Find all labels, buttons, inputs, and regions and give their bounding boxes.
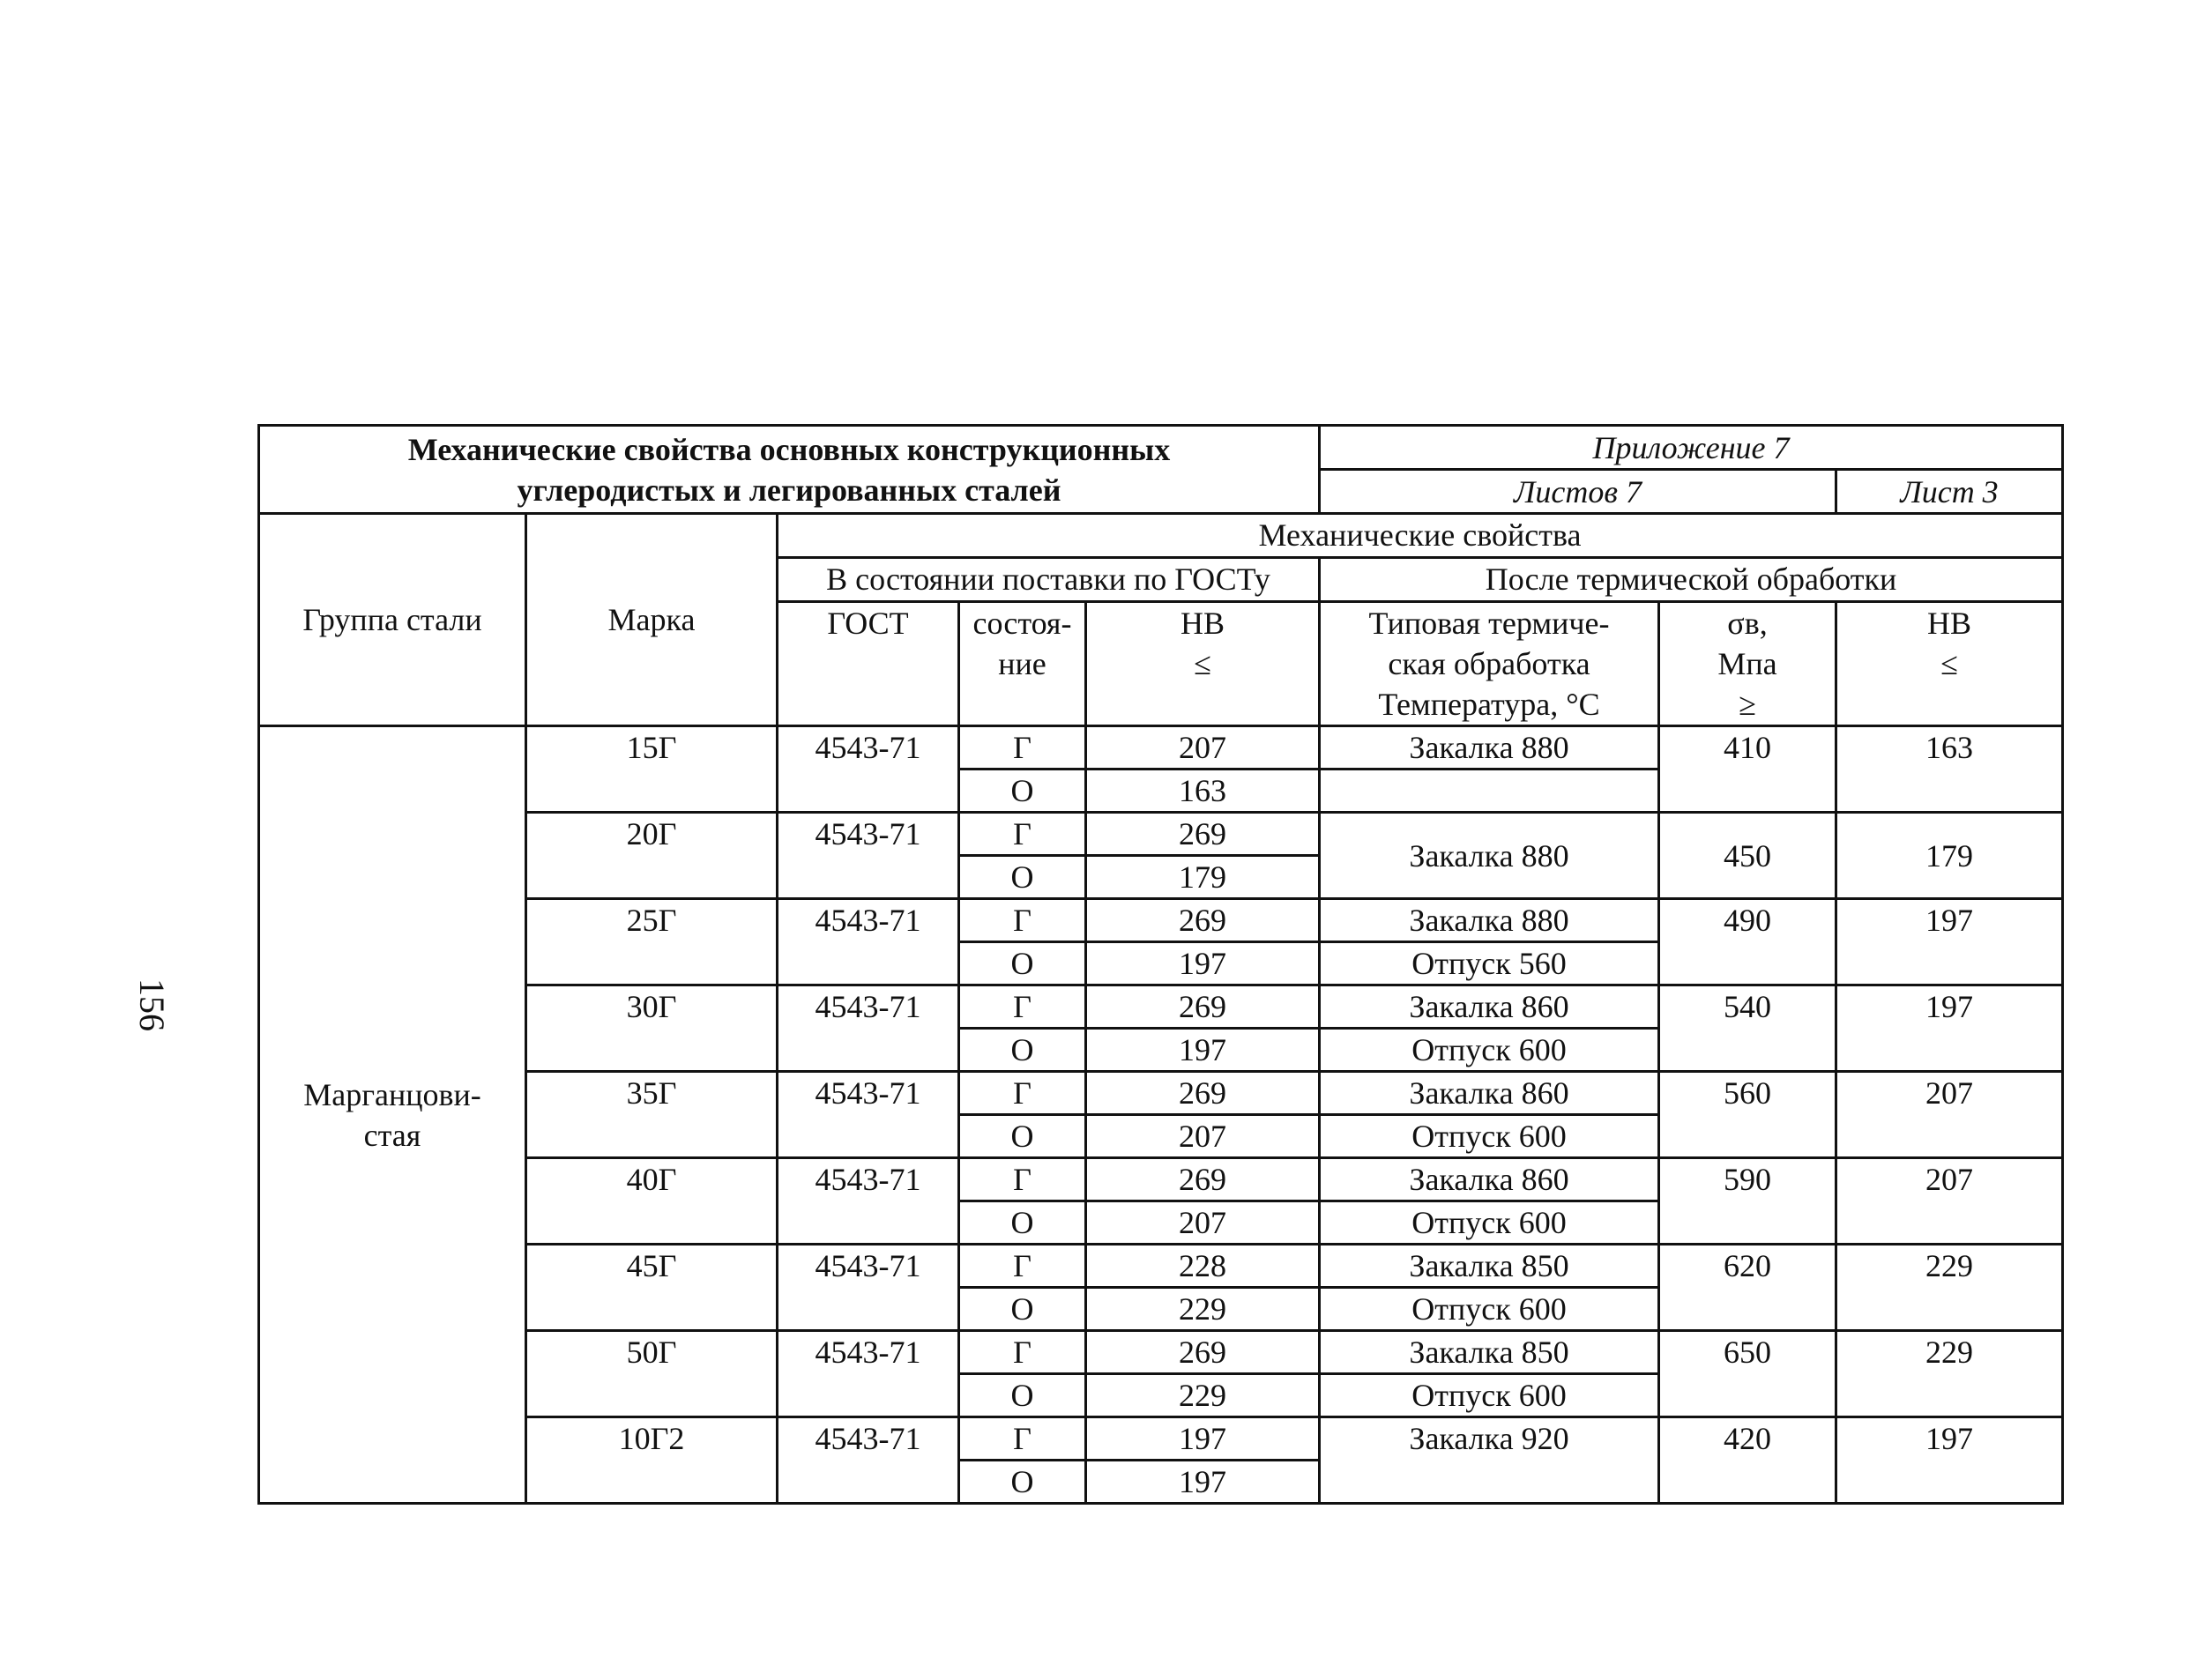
header-hb-delivery-line-2: ≤ <box>1194 646 1211 681</box>
page-number: 156 <box>132 978 172 1031</box>
header-hb-delivery <box>1086 602 1320 726</box>
grade-cell: 50Г <box>526 1331 778 1417</box>
hb-delivery-cell: 163 <box>1086 770 1320 813</box>
sheet-number: Лист 3 <box>1836 470 2063 514</box>
treatment-cell: Закалка 860 <box>1320 1072 1659 1115</box>
condition-cell: Г <box>959 1245 1086 1288</box>
condition-cell: Г <box>959 1417 1086 1461</box>
condition-cell: Г <box>959 813 1086 856</box>
sigma-cell: 620 <box>1659 1245 1836 1331</box>
header-sigma-line-3: ≥ <box>1739 687 1756 722</box>
header-sigma-line-2: Мпа <box>1717 646 1777 681</box>
treatment-cell: Закалка 850 <box>1320 1331 1659 1374</box>
header-after-heat: После термической обработки <box>1320 558 2063 602</box>
hb-delivery-cell: 229 <box>1086 1288 1320 1331</box>
treatment-cell: Отпуск 560 <box>1320 942 1659 985</box>
hb-delivery-cell: 269 <box>1086 1072 1320 1115</box>
steel-properties-table <box>257 424 2064 1505</box>
header-treatment-line-1: Типовая термиче- <box>1368 606 1610 641</box>
hb-delivery-cell: 197 <box>1086 942 1320 985</box>
hb-delivery-cell: 179 <box>1086 856 1320 899</box>
treatment-cell: Закалка 880 <box>1320 726 1659 770</box>
sigma-cell: 560 <box>1659 1072 1836 1158</box>
gost-cell: 4543-71 <box>778 1331 959 1417</box>
hb-delivery-cell: 269 <box>1086 1158 1320 1201</box>
header-hb-after <box>1836 602 2063 726</box>
hb-delivery-cell: 207 <box>1086 1115 1320 1158</box>
hb-delivery-cell: 269 <box>1086 985 1320 1029</box>
condition-cell: О <box>959 1115 1086 1158</box>
header-gost: ГОСТ <box>778 602 959 726</box>
steel-group-cell <box>259 726 526 1504</box>
treatment-cell-empty <box>1320 770 1659 813</box>
condition-cell: О <box>959 1288 1086 1331</box>
treatment-cell: Закалка 880 <box>1320 899 1659 942</box>
gost-cell: 4543-71 <box>778 985 959 1072</box>
condition-cell: О <box>959 770 1086 813</box>
gost-cell: 4543-71 <box>778 899 959 985</box>
gost-cell: 4543-71 <box>778 813 959 899</box>
header-condition <box>959 602 1086 726</box>
header-sigma <box>1659 602 1836 726</box>
hb-after-cell: 229 <box>1836 1245 2063 1331</box>
grade-cell: 45Г <box>526 1245 778 1331</box>
treatment-cell: Отпуск 600 <box>1320 1201 1659 1245</box>
condition-cell: Г <box>959 726 1086 770</box>
header-treatment-line-3: Температура, °С <box>1378 687 1600 722</box>
grade-cell: 35Г <box>526 1072 778 1158</box>
header-delivery-state: В состоянии поставки по ГОСТу <box>778 558 1320 602</box>
table-row <box>259 899 2063 942</box>
treatment-cell: Отпуск 600 <box>1320 1029 1659 1072</box>
condition-cell: О <box>959 1374 1086 1417</box>
condition-cell: О <box>959 856 1086 899</box>
sigma-cell: 420 <box>1659 1417 1836 1504</box>
hb-delivery-cell: 269 <box>1086 899 1320 942</box>
header-sigma-line-1: σв, <box>1727 606 1768 641</box>
condition-cell: Г <box>959 899 1086 942</box>
hb-delivery-cell: 197 <box>1086 1417 1320 1461</box>
table-title-line-2: углеродистых и легированных сталей <box>517 472 1061 508</box>
grade-cell: 25Г <box>526 899 778 985</box>
hb-delivery-cell: 197 <box>1086 1461 1320 1504</box>
grade-cell: 40Г <box>526 1158 778 1245</box>
treatment-cell: Отпуск 600 <box>1320 1115 1659 1158</box>
condition-cell: О <box>959 1461 1086 1504</box>
hb-delivery-cell: 197 <box>1086 1029 1320 1072</box>
table-row <box>259 1158 2063 1201</box>
condition-cell: Г <box>959 985 1086 1029</box>
gost-cell: 4543-71 <box>778 1158 959 1245</box>
hb-after-cell: 229 <box>1836 1331 2063 1417</box>
hb-delivery-cell: 269 <box>1086 813 1320 856</box>
table-row <box>259 1245 2063 1288</box>
gost-cell: 4543-71 <box>778 726 959 813</box>
hb-after-cell: 207 <box>1836 1158 2063 1245</box>
sigma-cell: 410 <box>1659 726 1836 813</box>
table-row <box>259 1072 2063 1115</box>
treatment-line-1: Закалка 880 <box>1409 837 1569 874</box>
condition-cell: Г <box>959 1331 1086 1374</box>
treatment-cell: Отпуск 600 <box>1320 1288 1659 1331</box>
header-hb-delivery-line-1: НВ <box>1180 606 1225 641</box>
header-hb-after-line-1: НВ <box>1927 606 1972 641</box>
table-title <box>259 426 1320 514</box>
treatment-cell: Закалка 850 <box>1320 1245 1659 1288</box>
hb-delivery-cell: 229 <box>1086 1374 1320 1417</box>
table-row <box>259 1331 2063 1374</box>
sigma-cell: 650 <box>1659 1331 1836 1417</box>
treatment-cell <box>1320 813 1659 899</box>
sigma-cell: 450 <box>1659 813 1836 899</box>
hb-after-cell: 197 <box>1836 1417 2063 1504</box>
gost-cell: 4543-71 <box>778 1417 959 1504</box>
sigma-cell: 590 <box>1659 1158 1836 1245</box>
hb-after-cell: 207 <box>1836 1072 2063 1158</box>
hb-after-cell: 179 <box>1836 813 2063 899</box>
header-grade-label: Марка <box>607 602 696 637</box>
gost-cell: 4543-71 <box>778 1072 959 1158</box>
table-title-line-1: Механические свойства основных конструкционных <box>407 431 1171 467</box>
header-mech-props: Механические свойства <box>778 514 2063 558</box>
header-group-label: Группа стали <box>302 602 482 637</box>
table-row <box>259 726 2063 770</box>
condition-cell: О <box>959 1201 1086 1245</box>
table-row <box>259 985 2063 1029</box>
sigma-cell: 540 <box>1659 985 1836 1072</box>
grade-cell: 15Г <box>526 726 778 813</box>
header-grade <box>526 514 778 726</box>
treatment-cell: Закалка 920 <box>1320 1417 1659 1504</box>
hb-delivery-cell: 207 <box>1086 726 1320 770</box>
table-row <box>259 813 2063 856</box>
table-row <box>259 1417 2063 1461</box>
hb-after-cell: 197 <box>1836 899 2063 985</box>
hb-delivery-cell: 228 <box>1086 1245 1320 1288</box>
header-condition-line-2: ние <box>998 646 1046 681</box>
condition-cell: О <box>959 1029 1086 1072</box>
hb-after-cell: 197 <box>1836 985 2063 1072</box>
sigma-cell: 490 <box>1659 899 1836 985</box>
header-group <box>259 514 526 726</box>
hb-after-cell: 163 <box>1836 726 2063 813</box>
header-treatment-line-2: ская обработка <box>1388 646 1590 681</box>
treatment-cell: Закалка 860 <box>1320 1158 1659 1201</box>
hb-delivery-cell: 207 <box>1086 1201 1320 1245</box>
condition-cell: Г <box>959 1158 1086 1201</box>
appendix-label: Приложение 7 <box>1320 426 2063 470</box>
condition-cell: Г <box>959 1072 1086 1115</box>
grade-cell: 20Г <box>526 813 778 899</box>
grade-cell: 10Г2 <box>526 1417 778 1504</box>
header-condition-line-1: состоя- <box>972 606 1072 641</box>
condition-cell: О <box>959 942 1086 985</box>
gost-cell: 4543-71 <box>778 1245 959 1331</box>
sheets-total: Листов 7 <box>1320 470 1836 514</box>
header-hb-after-line-2: ≤ <box>1940 646 1958 681</box>
steel-group-line-2: стая <box>363 1117 421 1153</box>
steel-group-line-1: Марганцови- <box>303 1076 481 1112</box>
grade-cell: 30Г <box>526 985 778 1072</box>
header-treatment <box>1320 602 1659 726</box>
hb-delivery-cell: 269 <box>1086 1331 1320 1374</box>
treatment-cell: Отпуск 600 <box>1320 1374 1659 1417</box>
treatment-cell: Закалка 860 <box>1320 985 1659 1029</box>
